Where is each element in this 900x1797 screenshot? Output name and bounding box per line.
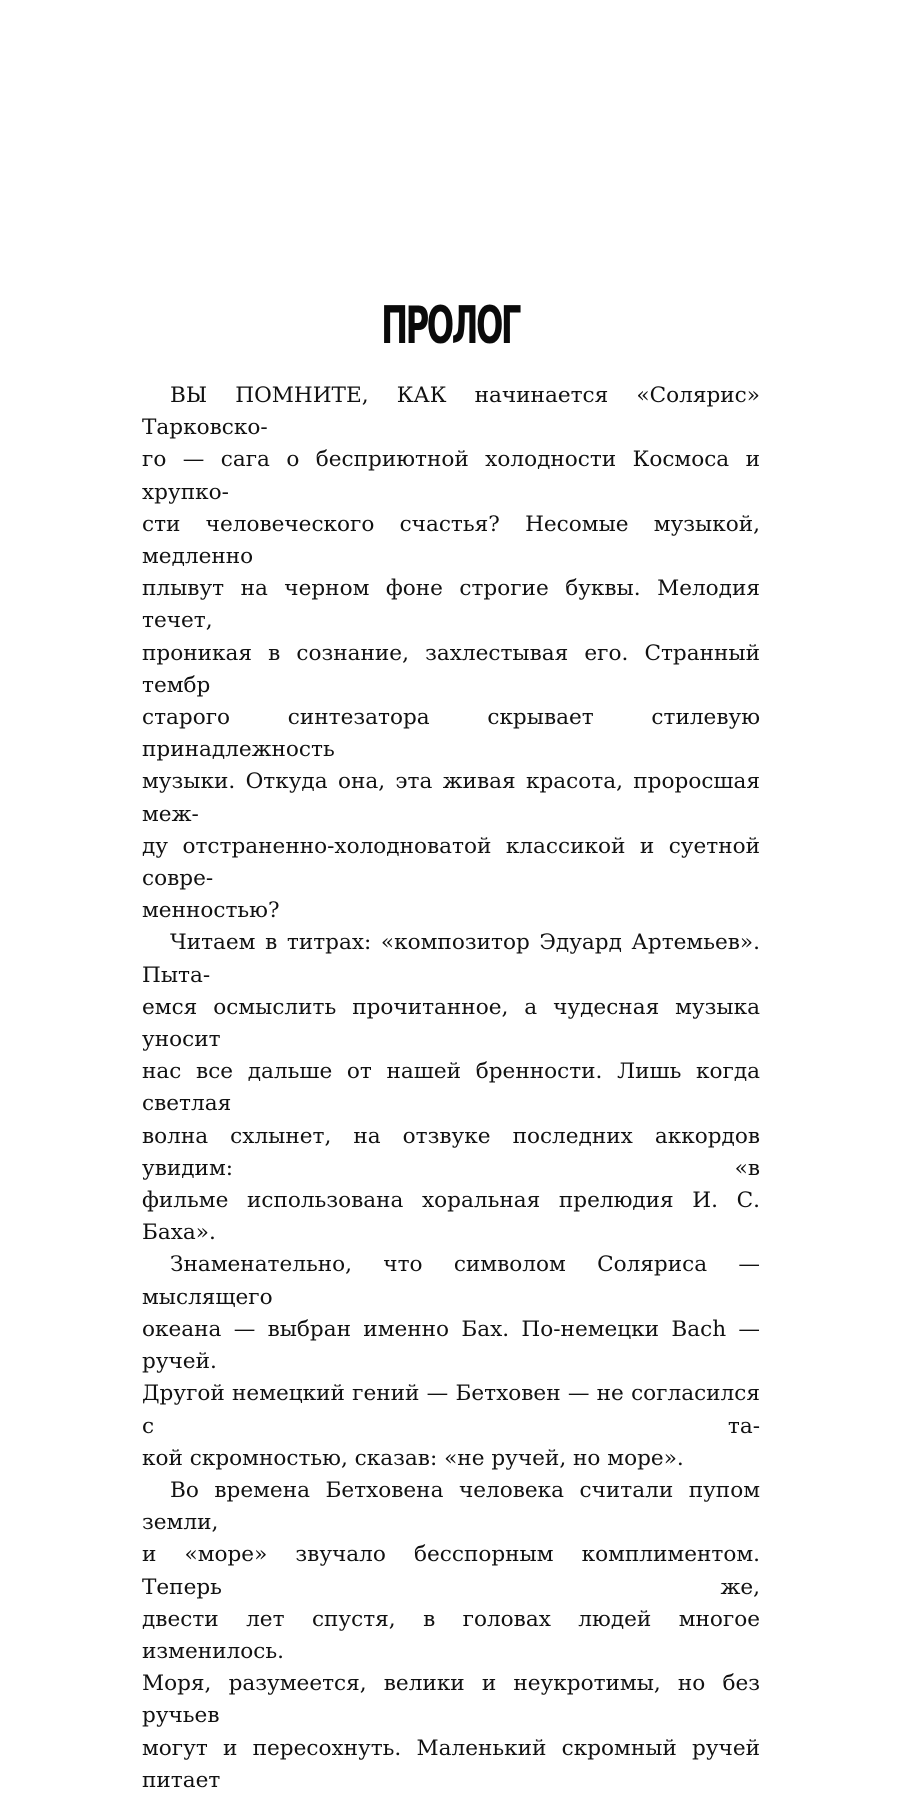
- text-line: океана — выбран именно Бах. По-немецки Bach — ручей.: [142, 1316, 760, 1375]
- text-line: двести лет спустя, в головах людей многое изменилось.: [142, 1606, 760, 1664]
- text-line: емся осмыслить прочитанное, а чудесная музыка уносит: [142, 994, 760, 1053]
- paragraph-2: [142, 927, 760, 1249]
- text-line: проникая в сознание, захлестывая его. Странный тембр: [142, 640, 760, 698]
- text-line: Читаем в титрах: «композитор Эдуард Артемьев». Пыта-: [142, 930, 760, 988]
- text-line: и «море» звучало бесспорным комплиментом. Теперь же,: [142, 1542, 760, 1600]
- chapter-title: ПРОЛОГ: [381, 296, 519, 356]
- text-line: плывут на черном фоне строгие буквы. Мелодия течет,: [142, 576, 760, 634]
- text-line: Во времена Бетховена человека считали пупом земли,: [142, 1477, 760, 1536]
- text-line: Моря, разумеется, велики и неукротимы, но без ручьев: [142, 1671, 760, 1729]
- paragraph-4: [142, 1475, 760, 1797]
- text-line: ду отстраненно-холодноватой классикой и суетной совре-: [142, 833, 760, 892]
- text-line: нас все дальше от нашей бренности. Лишь когда светлая: [142, 1059, 760, 1117]
- text-line: Другой немецкий гений — Бетховен — не согласился с та-: [142, 1381, 760, 1439]
- text-line: кой скромностью, сказав: «не ручей, но море».: [142, 1445, 684, 1471]
- text-line: го — сага о бесприютной холодности Космоса и хрупко-: [142, 447, 760, 505]
- text-line: Знаменательно, что символом Соляриса — мыслящего: [142, 1252, 760, 1310]
- paragraph-1: [142, 380, 760, 927]
- text-line: старого синтезатора скрывает стилевую принадлежность: [142, 705, 760, 763]
- text-line: менностью?: [142, 898, 280, 924]
- paragraph-3: [142, 1249, 760, 1474]
- text-line: ВЫ ПОМНИТЕ, КАК начинается «Солярис» Тарковско-: [142, 383, 760, 441]
- text-line: фильме использована хоральная прелюдия И. С. Баха».: [142, 1188, 760, 1246]
- text-line: волна схлынет, на отзвуке последних аккордов увидим: «в: [142, 1123, 760, 1181]
- text-line: музыки. Откуда она, эта живая красота, проросшая меж-: [142, 769, 760, 827]
- text-line: могут и пересохнуть. Маленький скромный ручей питает: [142, 1735, 760, 1793]
- body-text: [142, 380, 760, 1797]
- text-line: сти человеческого счастья? Несомые музыкой, медленно: [142, 511, 760, 570]
